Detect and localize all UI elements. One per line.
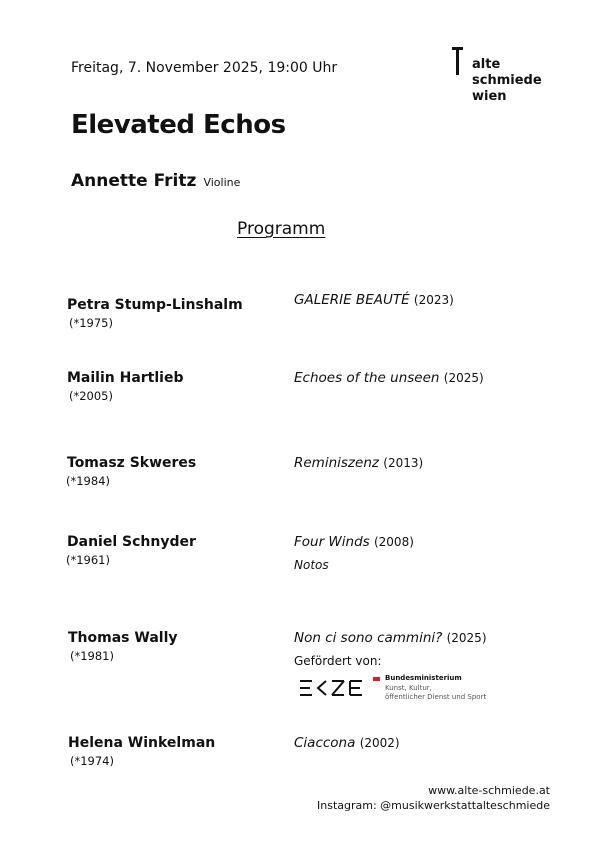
ministry-line-2: öffentlicher Dienst und Sport xyxy=(385,693,487,701)
website-link[interactable]: www.alte-schmiede.at xyxy=(428,784,550,797)
work-movement: Notos xyxy=(294,558,329,572)
performer-instrument: Violine xyxy=(203,176,241,189)
logo-line-1: alte xyxy=(472,57,501,72)
ministry-logo xyxy=(296,673,496,703)
work-year: (2002) xyxy=(359,736,400,750)
composer-born: (*1975) xyxy=(69,316,113,330)
work-title-line xyxy=(294,370,484,386)
composer-born: (*1961) xyxy=(66,553,110,567)
ministry-title: Bundesministerium xyxy=(385,674,462,682)
work-title-line xyxy=(294,735,400,751)
work-title: GALERIE BEAUTÉ xyxy=(294,292,410,308)
work-year: (2025) xyxy=(443,371,484,385)
alte-schmiede-logo xyxy=(448,45,558,115)
composer-born: (*1984) xyxy=(66,474,110,488)
composer-name: Tomasz Skweres xyxy=(67,455,197,471)
work-title: Reminiszenz xyxy=(294,455,379,471)
work-title: Non ci sono cammini? xyxy=(294,630,443,646)
logo-hammer-stem xyxy=(456,47,459,75)
work-title: Echoes of the unseen xyxy=(294,370,440,386)
work-year: (2025) xyxy=(446,631,487,645)
event-date: Freitag, 7. November 2025, 19:00 Uhr xyxy=(71,60,338,76)
composer-name: Helena Winkelman xyxy=(68,735,216,751)
concert-title: Elevated Echos xyxy=(71,110,286,140)
work-year: (2013) xyxy=(383,456,424,470)
instagram-handle[interactable]: Instagram: @musikwerkstattalteschmiede xyxy=(317,799,550,812)
composer-born: (*1981) xyxy=(70,649,114,663)
work-year: (2023) xyxy=(413,293,454,307)
bmkoes-wordmark-icon xyxy=(298,678,366,698)
composer-name: Daniel Schnyder xyxy=(67,534,196,550)
logo-line-3: wien xyxy=(472,89,507,104)
work-title-line xyxy=(294,455,423,471)
program-heading: Programm xyxy=(237,219,326,239)
austria-flag-icon xyxy=(373,677,380,681)
work-title-line xyxy=(294,534,414,550)
ministry-line-1: Kunst, Kultur, xyxy=(385,684,432,692)
composer-name: Thomas Wally xyxy=(68,630,178,646)
work-title-line xyxy=(294,630,487,646)
logo-line-2: schmiede xyxy=(472,73,542,88)
performer xyxy=(71,171,240,191)
composer-name: Mailin Hartlieb xyxy=(67,370,184,386)
composer-name: Petra Stump-Linshalm xyxy=(67,297,243,313)
performer-name: Annette Fritz xyxy=(71,171,197,191)
bmkoes-mark xyxy=(298,678,366,702)
work-title: Four Winds xyxy=(294,534,370,550)
work-title-line xyxy=(294,292,454,308)
funding-label: Gefördert von: xyxy=(294,654,382,668)
logo-text xyxy=(472,57,542,105)
work-year: (2008) xyxy=(373,535,414,549)
composer-born: (*1974) xyxy=(70,754,114,768)
work-title: Ciaccona xyxy=(294,735,356,751)
composer-born: (*2005) xyxy=(69,389,113,403)
